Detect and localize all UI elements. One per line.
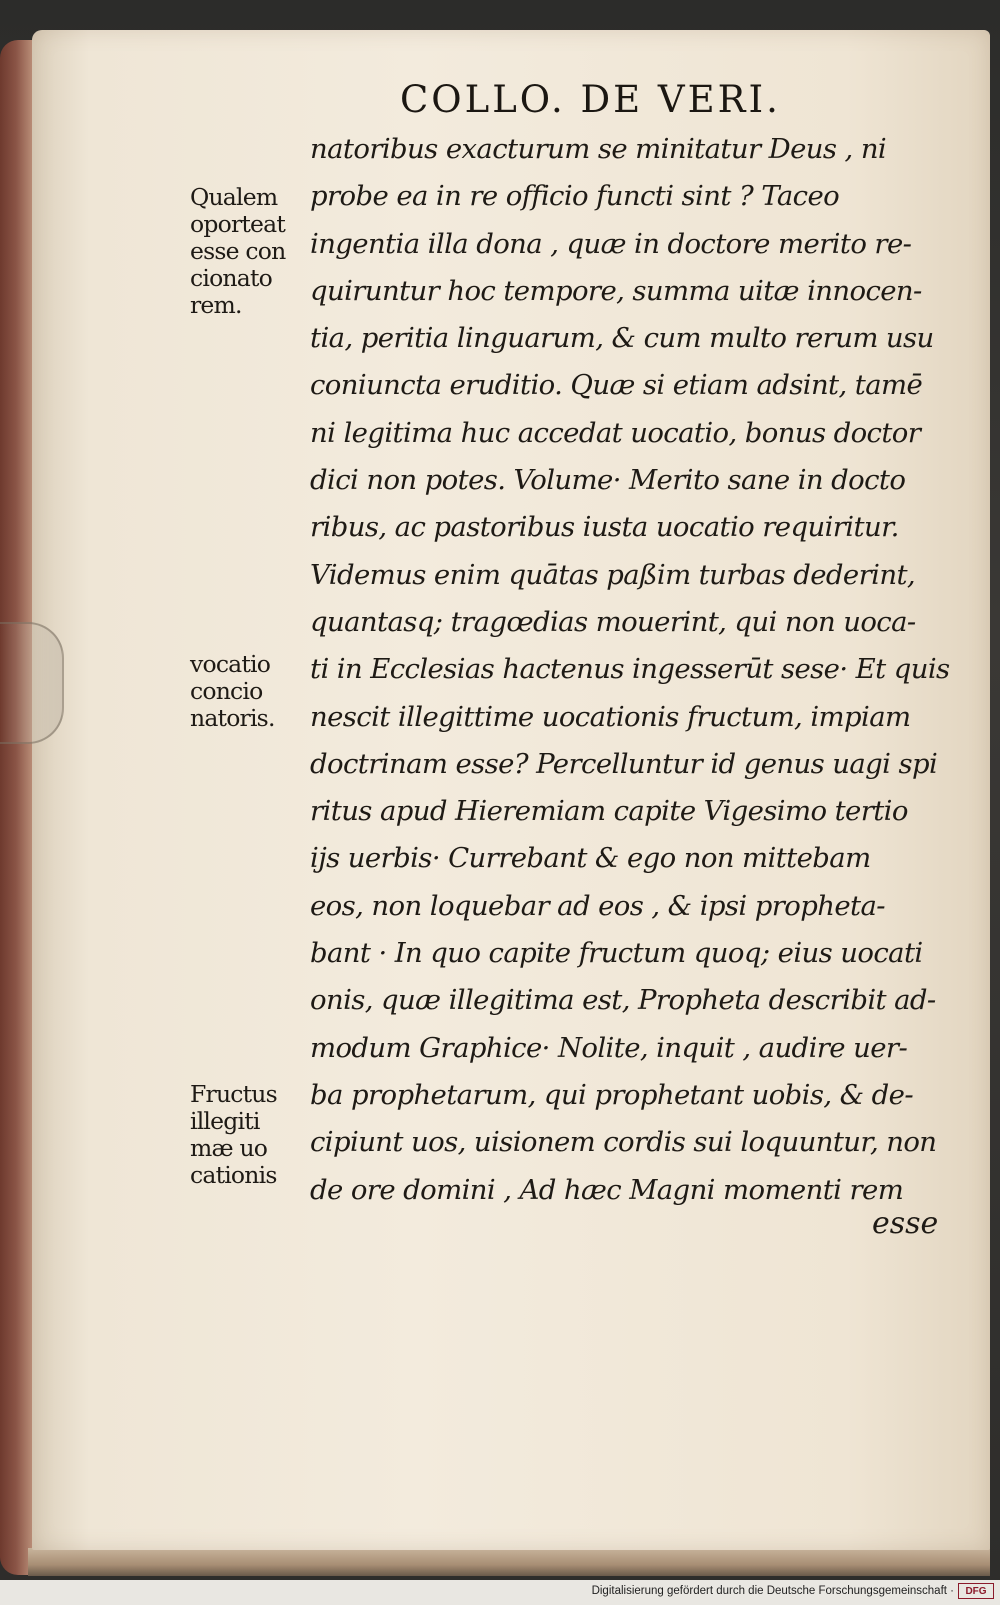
text-line: onis, quæ illegitima est, Propheta describit ad- [310,984,936,1017]
dfg-logo: DFG [958,1583,994,1599]
text-line: de ore domini , Ad hæc Magni momenti rem [310,1173,904,1206]
text-line: bant · In quo capite fructum quoq; eius uocati [310,937,923,970]
bookmark-tab [0,622,64,744]
marginal-line: mæ uo [190,1134,268,1162]
text-line: quiruntur hoc tempore, summa uitæ innocen- [310,274,922,307]
text-line: nescit illegittime uocationis fructum, impiam [310,700,911,733]
marginal-line: cionato [190,264,272,292]
marginal-line: concio [190,677,263,705]
marginal-line: cationis [190,1161,277,1189]
marginal-line: esse con [190,237,286,265]
running-title: COLLO. DE VERI. [400,78,781,121]
text-line: ni legitima huc accedat uocatio, bonus doctor [310,416,921,449]
text-line: probe ea in re officio functi sint ? Taceo [310,180,840,213]
funding-credit: Digitalisierung gefördert durch die Deutsche Forschungsgemeinschaft · [591,1585,954,1597]
text-line: ti in Ecclesias hactenus ingesserūt sese· Et quis [310,653,950,686]
catchword: esse [872,1206,939,1241]
text-line: ijs uerbis· Currebant & ego non mittebam [310,842,871,875]
main-text-block [310,126,950,1214]
marginal-line: illegiti [190,1107,260,1135]
text-line: eos, non loquebar ad eos , & ipsi propheta- [310,889,885,922]
text-line: coniuncta eruditio. Quæ si etiam adsint, tamē [310,369,923,402]
text-line: cipiunt uos, uisionem cordis sui loquuntur, non [310,1126,937,1159]
text-line: ritus apud Hieremiam capite Vigesimo tertio [310,795,908,828]
text-line: quantasq; tragœdias mouerint, qui non uoca- [310,605,916,638]
marginal-line: Fructus [190,1080,277,1108]
text-line: ingentia illa dona , quæ in doctore merito re- [310,227,912,260]
marginal-line: Qualem [190,183,278,211]
marginal-note-qualem [190,184,310,319]
text-line: tia, peritia linguarum, & cum multo rerum usu [310,322,934,355]
text-line: doctrinam esse? Percelluntur id genus uagi spi [310,747,938,780]
marginal-line: vocatio [190,650,271,678]
marginal-note-vocatio [190,651,310,732]
text-line: ba prophetarum, qui prophetant uobis, & de- [310,1078,914,1111]
text-line: modum Graphice· Nolite, inquit , audire uer- [310,1031,908,1064]
book-bottom-edge [28,1548,990,1576]
marginal-line: rem. [190,291,242,319]
text-line: dici non potes. Volume· Merito sane in docto [310,464,906,497]
text-line: natoribus exacturum se minitatur Deus , ni [310,133,887,165]
marginal-note-fructus [190,1081,310,1189]
marginal-line: natoris. [190,704,275,732]
text-line: Videmus enim quātas paßim turbas dederint, [310,558,916,591]
marginal-line: oporteat [190,210,285,238]
text-line: ribus, ac pastoribus iusta uocatio requiritur. [310,511,899,544]
